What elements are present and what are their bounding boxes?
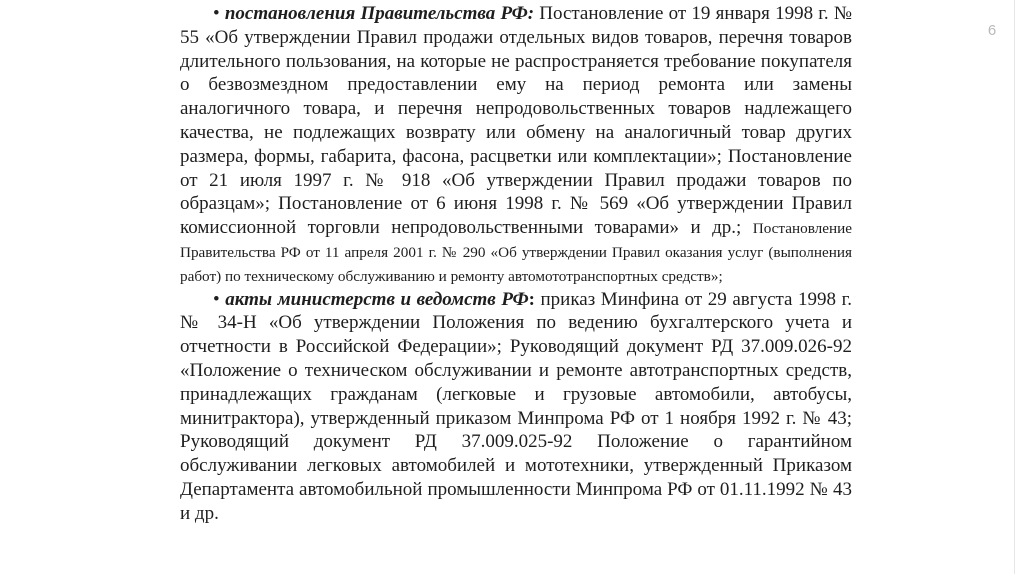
bullet-heading-suffix: :: [528, 288, 535, 310]
bullet-government-decrees: [180, 2, 852, 288]
bullet-heading-text: акты министерств и ведомств РФ: [225, 288, 529, 310]
bullet-heading: постановления Правительства РФ:: [224, 3, 535, 24]
bullet-text: приказ Минфина от 29 августа 1998 г. № 34-Н «Об утверждении Положения по ведению бухгалтерского учета и отчетности в Российской Федерации»; Руководящий документ РД 37.009.026-92 «Положение о техническом обслуживании и ремонте автотранспортных средств, принадлежащих гражданам (легковые и грузовые автомобили, автобусы, минитрактора), утвержденный приказом Минпрома РФ от 1 ноября 1992 г. № 43; Руководящий документ РД 37.009.025-92 Положение о гарантийном обслуживании легковых автомобилей и мототехники, утвержденный Приказом Департамента автомобильной промышленности Минпрома РФ от 01.11.1992 № 43 и др.: [180, 288, 853, 524]
page-edge-divider: [1014, 0, 1015, 574]
bullet-marker: •: [213, 3, 220, 24]
bullet-marker: •: [213, 288, 220, 310]
bullet-ministry-acts: [180, 288, 852, 526]
bullet-heading: [225, 289, 535, 310]
slide-body: [180, 2, 852, 526]
bullet-small-text: Постановление Правительства РФ от 11 апреля 2001 г. № 290 «Об утверждении Правил оказания услуг (выполнения работ) по техническому обслуживанию и ремонту автомототранспортных средств»;: [180, 220, 852, 285]
bullet-text: Постановление от 19 января 1998 г. № 55 «Об утверждении Правил продажи отдельных видов товаров, перечня товаров длительного пользования, на которые не распространяется требование покупателя о безвозмездном предоставлении ему на период ремонта или замены аналогичного товара, и перечня непродовольственных товаров надлежащего качества, не подлежащих возврату или обмену на аналогичный товар других размера, формы, габарита, фасона, расцветки или комплектации»; Постановление от 21 июля 1997 г. № 918 «Об утверждении Правил продажи товаров по образцам»; Постановление от 6 июня 1998 г. № 569 «Об утверждении Правил комиссионной торговли непродовольственными товарами» и др.;: [180, 3, 852, 239]
slide-number: 6: [987, 22, 997, 39]
